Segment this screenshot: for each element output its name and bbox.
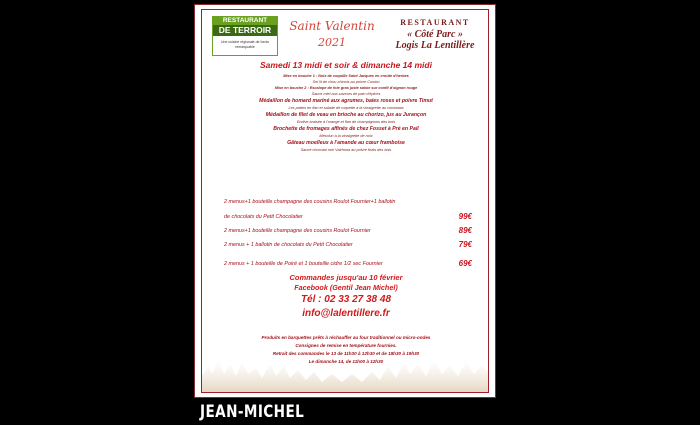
menu-dish-detail: Mise en bouche 2 : Escalope de foie gras juste saisie sur confit d'oignon rouge	[274, 86, 418, 90]
menu-date: Samedi 13 midi et soir & dimanche 14 midi	[260, 60, 432, 70]
offer-line	[224, 260, 472, 268]
offer-text: 2 menus+1 bouteille champagne des cousins Roulot Fournier	[224, 228, 371, 234]
caption-bar	[0, 400, 700, 425]
menu-dish-detail: Sel lit de chou-chinois au poivre Cumbo	[312, 80, 380, 84]
menu-dish-detail: Sauce miel aux saveurs de pain d'épices	[311, 92, 381, 96]
restaurant-name: « Côté Parc »	[407, 29, 463, 40]
restaurant-label: RESTAURANT	[400, 18, 470, 27]
logo-line2: DE TERROIR	[213, 25, 277, 36]
menu-flyer	[194, 4, 496, 398]
event-title: Saint Valentin	[289, 19, 375, 33]
forest-silhouette-decoration	[202, 352, 489, 392]
facebook-line: Facebook (Gentil Jean Michel)	[294, 283, 398, 292]
offer-line	[224, 241, 472, 249]
offer-price: 69€	[458, 259, 472, 268]
offer-text: de chocolats du Petit Chocolatier	[224, 214, 303, 220]
offer-line	[224, 198, 472, 206]
menu-dish: Gâteau moelleux à l'amande au cœur framboise	[287, 140, 405, 146]
caption-name: JEAN-MICHEL	[200, 402, 305, 422]
menu-dish-detail: Sauce chocolat noir Valrhona au poivre fruits des bois	[300, 148, 392, 152]
phone-number: Tél : 02 33 27 38 48	[300, 294, 392, 305]
email-address: info@lalentillere.fr	[302, 308, 390, 319]
restaurant-de-terroir-logo	[212, 16, 278, 56]
menu-dish-detail: Mesclun à la vinaigrette de noix	[319, 134, 373, 138]
offer-text: 2 menus + 1 ballotin de chocolats du Petit Chocolatier	[224, 242, 353, 248]
offer-price: 89€	[458, 226, 472, 235]
menu-dish-detail: Mise en bouche 1 : Noix de coquille Saint Jacques en croûte d'herbes	[283, 74, 409, 78]
offer-price: 99€	[458, 212, 472, 221]
menu-section	[202, 60, 489, 153]
offer-line	[224, 227, 472, 235]
offer-price: 79€	[458, 240, 472, 249]
footer-note: Le dimanche 14, de 11h00 à 12h30	[308, 359, 384, 364]
menu-dish: Médaillon de homard mariné aux agrumes, baies roses et poivre Timut	[259, 98, 433, 104]
menu-items	[202, 73, 489, 153]
footer-note: Produits en barquettes prêts à réchauffer au four traditionnel ou micro-ondes	[261, 335, 431, 340]
offer-text: 2 menus+1 bouteille champagne des cousins Roulot Fournier+1 ballotin	[224, 199, 396, 205]
menu-dish-detail: Endive braisée à l'orange et flan de champignons des bois	[296, 120, 396, 124]
offer-line	[224, 213, 472, 221]
restaurant-name-block	[384, 18, 486, 51]
event-year: 2021	[318, 36, 346, 49]
orders-deadline: Commandes jusqu'au 10 février	[289, 273, 403, 282]
flyer-border	[201, 9, 489, 393]
contact-block	[202, 273, 489, 321]
logo-line1: RESTAURANT	[213, 17, 277, 25]
footer-note: Retrait des commandes le 13 de 11h30 à 12h30 et de 18h30 à 19h30	[272, 351, 420, 356]
footer-note: Consignes de remise en température fournies.	[295, 343, 397, 348]
logo-tagline: Une cuisine régionale de fonds remarquable	[220, 40, 270, 49]
menu-dish: Médaillon de filet de veau en brioche au chorizo, jus au Jurançon	[265, 112, 427, 118]
hotel-name: Logis La Lentillère	[395, 40, 475, 51]
menu-dish-detail: Les pattes en flan et salade de roquette à la vinaigrette au combawa	[288, 106, 404, 110]
offer-text: 2 menus + 1 bouteille de Poiré et 1 bouteille cidre 1/2 sec Fournier	[224, 261, 383, 267]
menu-dish: Brochette de fromages affinés de chez Fosset à Pré en Pail	[273, 126, 419, 132]
